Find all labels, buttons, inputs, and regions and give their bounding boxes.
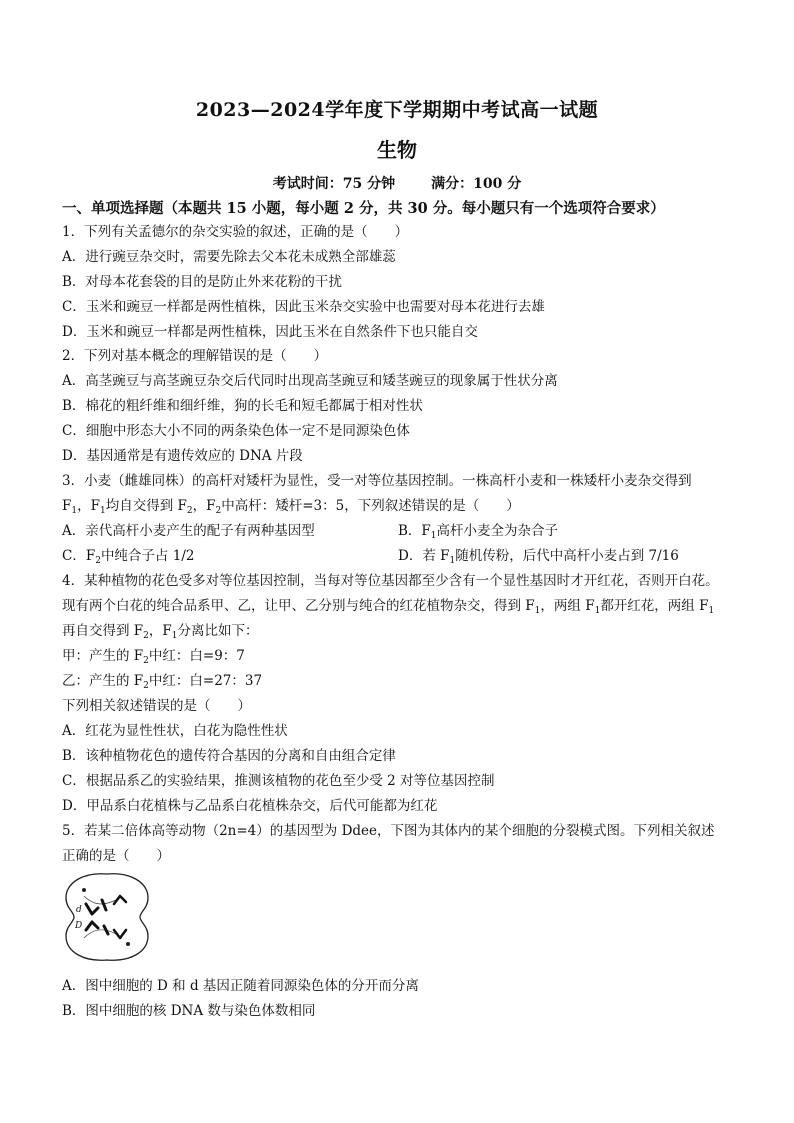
gene-label-D: D [75, 921, 83, 931]
q4-text: ，两组 F [540, 598, 595, 614]
chromosome [114, 896, 126, 904]
subscript: 1 [594, 606, 601, 616]
q4-result-jia [62, 646, 245, 671]
q3-option-c [62, 546, 194, 571]
subscript: 1 [449, 556, 456, 566]
q2-stem: 2．下列对基本概念的理解错误的是（ ） [62, 348, 328, 364]
chromosome [114, 930, 126, 938]
q4-option-c: C．根据品系乙的实验结果，推测该植物的花色至少受 2 对等位基因控制 [62, 773, 495, 789]
cell-division-figure [62, 868, 152, 966]
exam-title: 2023—2024学年度下学期期中考试高一试题 [195, 99, 599, 121]
exam-time: 考试时间：75 分钟 [272, 176, 396, 192]
subscript: 1 [534, 606, 541, 616]
cell-membrane [66, 874, 148, 961]
subscript: 2 [215, 506, 222, 516]
subscript: 1 [430, 531, 437, 541]
q3-c-text: C．F [62, 548, 96, 564]
q2-option-b: B．棉花的粗纤维和细纤维，狗的长毛和短毛都属于相对性状 [62, 398, 423, 414]
q1-option-a: A．进行豌豆杂交时，需要先除去父本花未成熟全部雄蕊 [62, 249, 396, 265]
q3-text: F [62, 498, 72, 514]
q1-option-d: D．玉米和豌豆一样都是两性植株，因此玉米在自然条件下也只能自交 [62, 324, 478, 340]
q1-stem: 1．下列有关孟德尔的杂交实验的叙述，正确的是（ ） [62, 224, 409, 240]
q3-b-text: B．F [398, 523, 431, 539]
q3-c-text: 中纯合子占 1/2 [100, 548, 195, 564]
subscript: 1 [171, 631, 178, 641]
q4-text: 都开红花，两组 F [600, 598, 709, 614]
chromosome [104, 926, 108, 934]
q4-option-a: A．红花为显性性状，白花为隐性性状 [62, 723, 288, 739]
q2-option-d: D．基因通常是有遗传效应的 DNA 片段 [62, 448, 303, 464]
q2-option-c: C．细胞中形态大小不同的两条染色体一定不是同源染色体 [62, 423, 410, 439]
q4-text: 分离比如下： [177, 623, 259, 639]
q1-option-b: B．对母本花套袋的目的是防止外来花粉的干扰 [62, 274, 342, 290]
q4-option-d: D．甲品系白花植株与乙品系白花植株杂交，后代可能都为红花 [62, 798, 438, 814]
exam-score: 满分：100 分 [431, 176, 522, 192]
q3-b-text: 高杆小麦全为杂合子 [436, 523, 559, 539]
q3-d-text: D．若 F [398, 548, 450, 564]
q3-text: 均自交得到 F [105, 498, 187, 514]
centriole [82, 888, 86, 892]
q4-text: 中红：白=9：7 [148, 648, 245, 664]
q3-option-d [398, 546, 679, 571]
subscript: 1 [708, 606, 715, 616]
q5-option-b: B．图中细胞的核 DNA 数与染色体数相同 [62, 1003, 316, 1019]
centriole [126, 942, 130, 946]
q3-text: ，F [192, 498, 216, 514]
q3-d-text: 随机传粉，后代中高杆小麦占到 7/16 [455, 548, 679, 564]
q3-text: ，F [77, 498, 100, 514]
subscript: 2 [143, 631, 149, 641]
subscript: 1 [99, 506, 106, 516]
q5-stem-line2: 正确的是（ ） [62, 848, 170, 864]
q3-stem-line2 [62, 496, 520, 521]
q4-text: 乙：产生的 F [62, 673, 144, 689]
q4-result-yi [62, 671, 262, 696]
q4-text: 再自交得到 F [62, 623, 144, 639]
q4-option-b: B．该种植物花色的遗传符合基因的分离和自由组合定律 [62, 748, 396, 764]
q4-text: 现有两个白花的纯合品系甲、乙，让甲、乙分别与纯合的红花植物杂交，得到 F [62, 598, 535, 614]
chromosome [86, 922, 98, 930]
subscript: 2 [143, 656, 149, 666]
gene-label-d: d [76, 905, 82, 915]
q4-text: 中红：白=27：37 [148, 673, 263, 689]
subscript: 2 [143, 681, 149, 691]
q1-option-c: C．玉米和豌豆一样都是两性植株，因此玉米杂交实验中也需要对母本花进行去雄 [62, 299, 545, 315]
q4-stem-line2 [62, 596, 714, 621]
chromosome [86, 904, 98, 914]
q5-stem-line1: 5．若某二倍体高等动物（2n=4）的基因型为 Ddee，下图为其体内的某个细胞的分裂模式图。下列相关叙述 [62, 823, 715, 839]
subscript: 2 [186, 506, 193, 516]
q4-ask: 下列相关叙述错误的是（ ） [62, 698, 251, 714]
q2-option-a: A．高茎豌豆与高茎豌豆杂交后代同时出现高茎豌豆和矮茎豌豆的现象属于性状分离 [62, 373, 558, 389]
section-heading: 一、单项选择题（本题共 15 小题，每小题 2 分，共 30 分。每小题只有一个选项符合要求） [62, 200, 665, 217]
q3-option-a: A．亲代高杆小麦产生的配子有两种基因型 [62, 523, 315, 539]
subscript: 1 [71, 506, 78, 516]
exam-meta [0, 173, 794, 193]
q4-text: 甲：产生的 F [62, 648, 144, 664]
chromosome [102, 900, 106, 910]
q5-option-a: A．图中细胞的 D 和 d 基因正随着同源染色体的分开而分离 [62, 978, 419, 994]
q4-stem-line3 [62, 621, 259, 646]
q3-text: 中高杆：矮杆=3：5，下列叙述错误的是（ ） [221, 498, 520, 514]
q3-stem-line1: 3．小麦（雌雄同株）的高杆对矮杆为显性，受一对等位基因控制。一株高杆小麦和一株矮杆小麦杂交得到 [62, 473, 692, 489]
q3-option-b [398, 521, 558, 546]
q4-stem-line1: 4．某种植物的花色受多对等位基因控制，当每对等位基因都至少含有一个显性基因时才开红花，否则开白花。 [62, 573, 719, 589]
q4-text: ，F [148, 623, 172, 639]
subscript: 2 [95, 556, 101, 566]
subject-title: 生物 [377, 138, 417, 162]
